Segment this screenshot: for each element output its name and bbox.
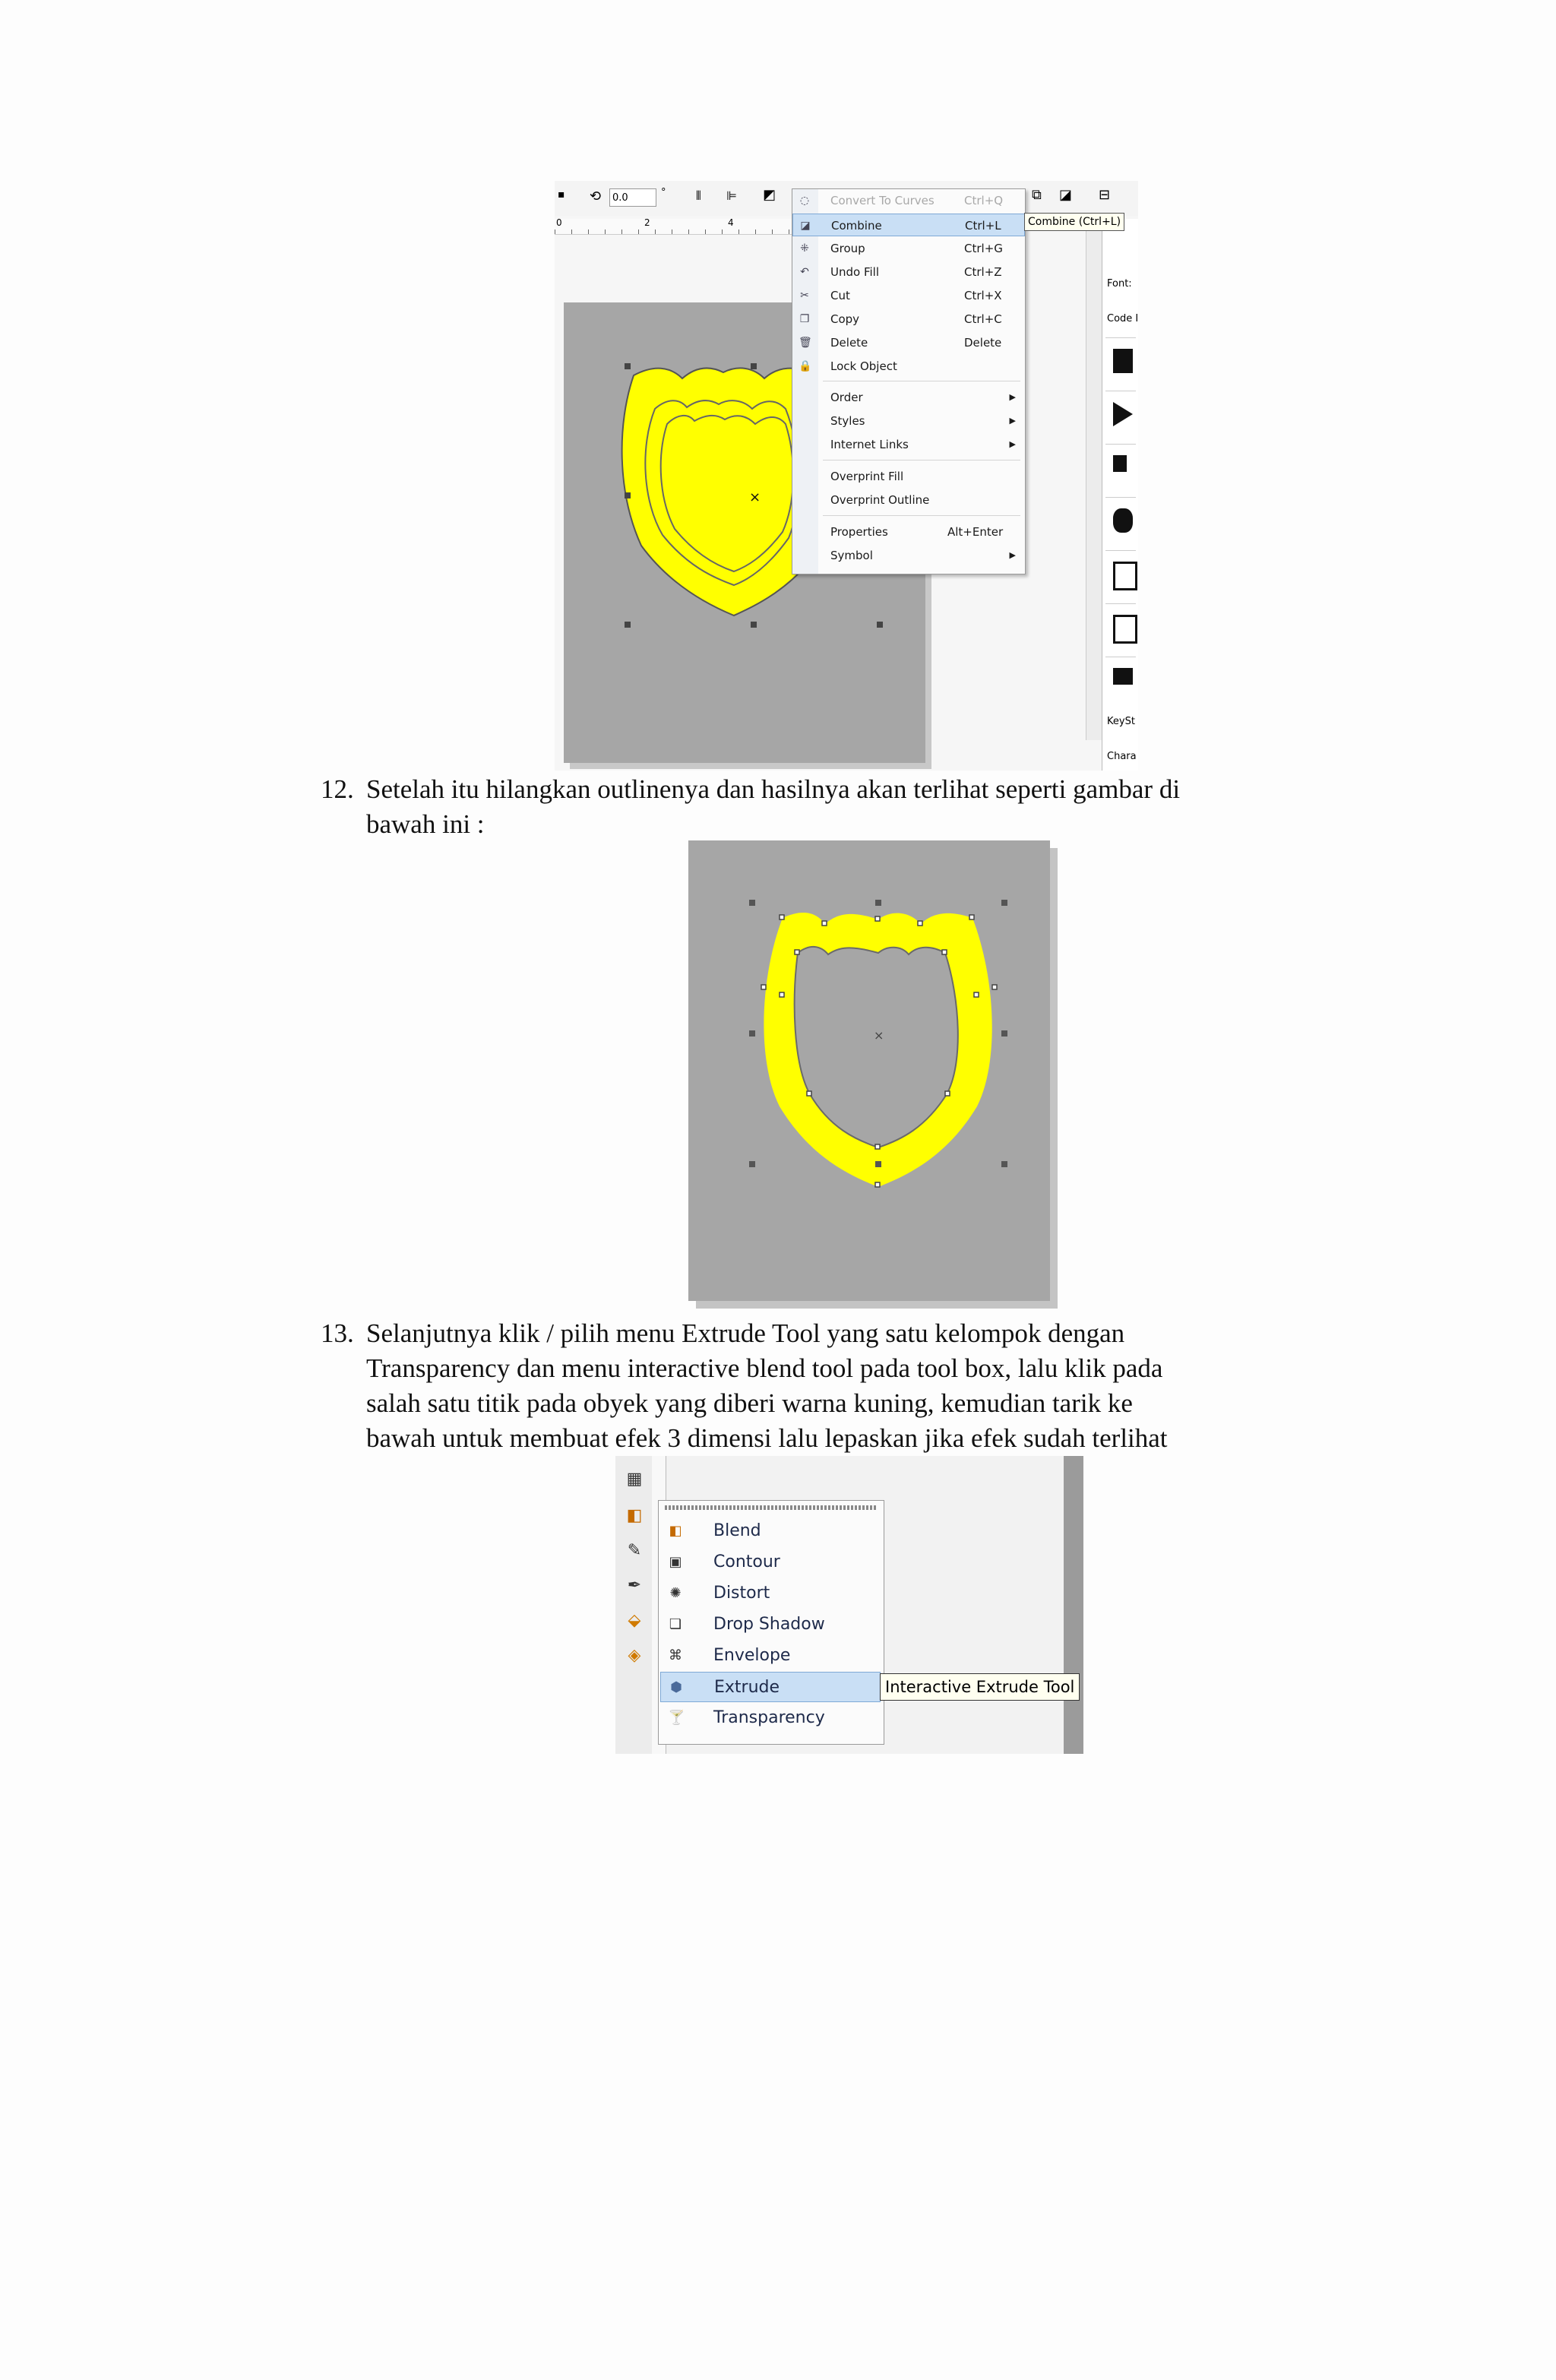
- symbol-glyph[interactable]: [1105, 603, 1136, 651]
- drop-shadow-icon: ❏: [669, 1616, 682, 1632]
- lock-icon: 🔒: [799, 360, 812, 372]
- undo-icon: ↶: [800, 266, 809, 278]
- menu-item-undo-fill[interactable]: ↶ Undo Fill Ctrl+Z: [792, 261, 1025, 283]
- step-text-line: Transparency dan menu interactive blend tool pada tool box, lalu klik pada: [366, 1353, 1163, 1383]
- ruler-mark: 2: [644, 217, 650, 228]
- symbol-glyph[interactable]: [1105, 444, 1136, 492]
- docker-keystroke-label: KeySt: [1107, 716, 1135, 727]
- toolbox: [615, 1456, 652, 1754]
- menu-item-overprint-fill[interactable]: Overprint Fill: [830, 470, 904, 483]
- menu-item-convert-to-curves[interactable]: ◌ Convert To Curves Ctrl+Q: [799, 194, 1004, 207]
- distort-icon: ✺: [669, 1585, 682, 1601]
- table-tool-icon[interactable]: ▦: [626, 1470, 643, 1489]
- right-panel-edge: [1064, 1456, 1083, 1754]
- scrollbar[interactable]: [1086, 226, 1102, 740]
- menu-separator: [823, 515, 1020, 516]
- pen-outline-icon[interactable]: ✒: [627, 1576, 642, 1595]
- flyout-item-distort[interactable]: ✺ Distort: [660, 1578, 881, 1609]
- docker-chara-label: Chara: [1107, 751, 1137, 762]
- degree-label: °: [661, 187, 666, 198]
- trash-icon: 🗑: [799, 337, 812, 349]
- blend-tool-icon[interactable]: ◧: [626, 1506, 643, 1525]
- eyedropper-icon[interactable]: ✎: [627, 1541, 642, 1560]
- docker-panel: [1102, 219, 1138, 771]
- context-menu: [792, 188, 1026, 574]
- flyout-item-blend[interactable]: ◧ Blend: [669, 1521, 761, 1540]
- ruler-mark: 0: [556, 217, 562, 228]
- submenu-arrow-icon: ▶: [1009, 550, 1016, 560]
- step-text-line: salah satu titik pada obyek yang diberi warna kuning, kemudian tarik ke: [366, 1388, 1133, 1418]
- align-icon[interactable]: ⊫: [726, 188, 737, 203]
- contour-icon: ▣: [669, 1554, 682, 1570]
- intersect-icon[interactable]: ⊟: [1099, 187, 1111, 203]
- menu-item-overprint-outline[interactable]: Overprint Outline: [830, 493, 930, 507]
- combine-tooltip: Combine (Ctrl+L): [1024, 213, 1124, 231]
- center-marker: ×: [749, 489, 761, 505]
- step-number: 13.: [321, 1318, 354, 1348]
- menu-item-delete[interactable]: 🗑 Delete Delete: [799, 336, 1002, 350]
- menu-item-group[interactable]: ⁜ Group Ctrl+G: [792, 237, 1025, 260]
- mirror-icon[interactable]: ⫴: [696, 188, 701, 203]
- group-icon: ⁜: [800, 242, 809, 255]
- screenshot-combine-menu: [555, 181, 1138, 771]
- menu-item-symbol[interactable]: Symbol ▶: [792, 544, 1025, 567]
- extrude-tooltip: Interactive Extrude Tool: [880, 1673, 1080, 1701]
- weld-icon[interactable]: ⧉: [1032, 187, 1042, 203]
- flyout-item-transparency[interactable]: 🍸 Transparency: [668, 1708, 825, 1727]
- docker-font-label: Font:: [1107, 278, 1132, 290]
- flyout-item-drop-shadow[interactable]: ❏ Drop Shadow: [669, 1615, 825, 1634]
- convert-curves-icon: ◌: [799, 195, 810, 207]
- flyout-item-envelope[interactable]: ⌘ Envelope: [669, 1646, 791, 1665]
- shield-ring-drawing[interactable]: [688, 840, 1050, 1301]
- blend-icon: ◧: [669, 1523, 682, 1539]
- step-text-line: Selanjutnya klik / pilih menu Extrude Tool yang satu kelompok dengan: [366, 1318, 1125, 1348]
- screenshot-extrude-flyout: [615, 1456, 1083, 1754]
- symbol-glyph[interactable]: [1105, 391, 1136, 438]
- screenshot-shield-no-outline: [688, 840, 1050, 1301]
- menu-item-cut[interactable]: ✂ Cut Ctrl+X: [792, 284, 1025, 307]
- symbol-glyph[interactable]: [1105, 657, 1136, 704]
- flyout-grip[interactable]: [665, 1505, 876, 1510]
- transparency-icon: 🍸: [668, 1710, 685, 1726]
- extrude-icon: ⬢: [670, 1679, 682, 1695]
- horizontal-ruler: [555, 219, 798, 235]
- menu-item-copy[interactable]: ❐ Copy Ctrl+C: [799, 312, 1002, 326]
- flyout-item-extrude[interactable]: ⬢ Extrude: [660, 1672, 881, 1702]
- grip-icon: ▪: [558, 188, 565, 201]
- center-marker: ×: [874, 1028, 884, 1043]
- step-number: 12.: [321, 774, 354, 804]
- combine-icon: ◪: [800, 220, 811, 232]
- flyout-item-contour[interactable]: ▣ Contour: [669, 1552, 780, 1571]
- arrange-icon[interactable]: ◩: [763, 187, 776, 203]
- step-text-line: bawah ini :: [366, 809, 485, 839]
- symbol-glyph[interactable]: [1105, 550, 1136, 598]
- step-text-line: bawah untuk membuat efek 3 dimensi lalu lepaskan jika efek sudah terlihat: [366, 1423, 1168, 1453]
- symbol-glyph[interactable]: [1105, 497, 1136, 545]
- menu-item-lock-object[interactable]: 🔒 Lock Object: [799, 359, 897, 373]
- menu-item-styles[interactable]: Styles ▶: [792, 410, 1025, 432]
- symbol-glyph[interactable]: [1105, 337, 1136, 385]
- menu-item-properties[interactable]: Properties Alt+Enter: [830, 525, 1004, 539]
- submenu-arrow-icon: ▶: [1009, 439, 1016, 449]
- menu-item-order[interactable]: Order ▶: [792, 386, 1025, 409]
- fill-bucket-icon[interactable]: ⬙: [628, 1611, 641, 1630]
- menu-item-internet-links[interactable]: Internet Links ▶: [792, 433, 1025, 456]
- rotate-icon: ⟲: [590, 188, 602, 204]
- rotation-input[interactable]: 0.0: [609, 188, 656, 207]
- trim-icon[interactable]: ◪: [1059, 187, 1073, 203]
- ruler-mark: 4: [728, 217, 734, 228]
- scissors-icon: ✂: [800, 290, 809, 302]
- effects-flyout-menu: [658, 1500, 884, 1745]
- submenu-arrow-icon: ▶: [1009, 416, 1016, 426]
- docker-code-label: Code I: [1107, 313, 1138, 324]
- step-text-line: Setelah itu hilangkan outlinenya dan hasilnya akan terlihat seperti gambar di: [366, 774, 1181, 804]
- menu-item-combine[interactable]: ◪ Combine Ctrl+L: [792, 214, 1025, 236]
- submenu-arrow-icon: ▶: [1009, 392, 1016, 402]
- envelope-icon: ⌘: [669, 1647, 682, 1663]
- interactive-fill-icon[interactable]: ◈: [628, 1646, 641, 1665]
- copy-icon: ❐: [799, 313, 810, 325]
